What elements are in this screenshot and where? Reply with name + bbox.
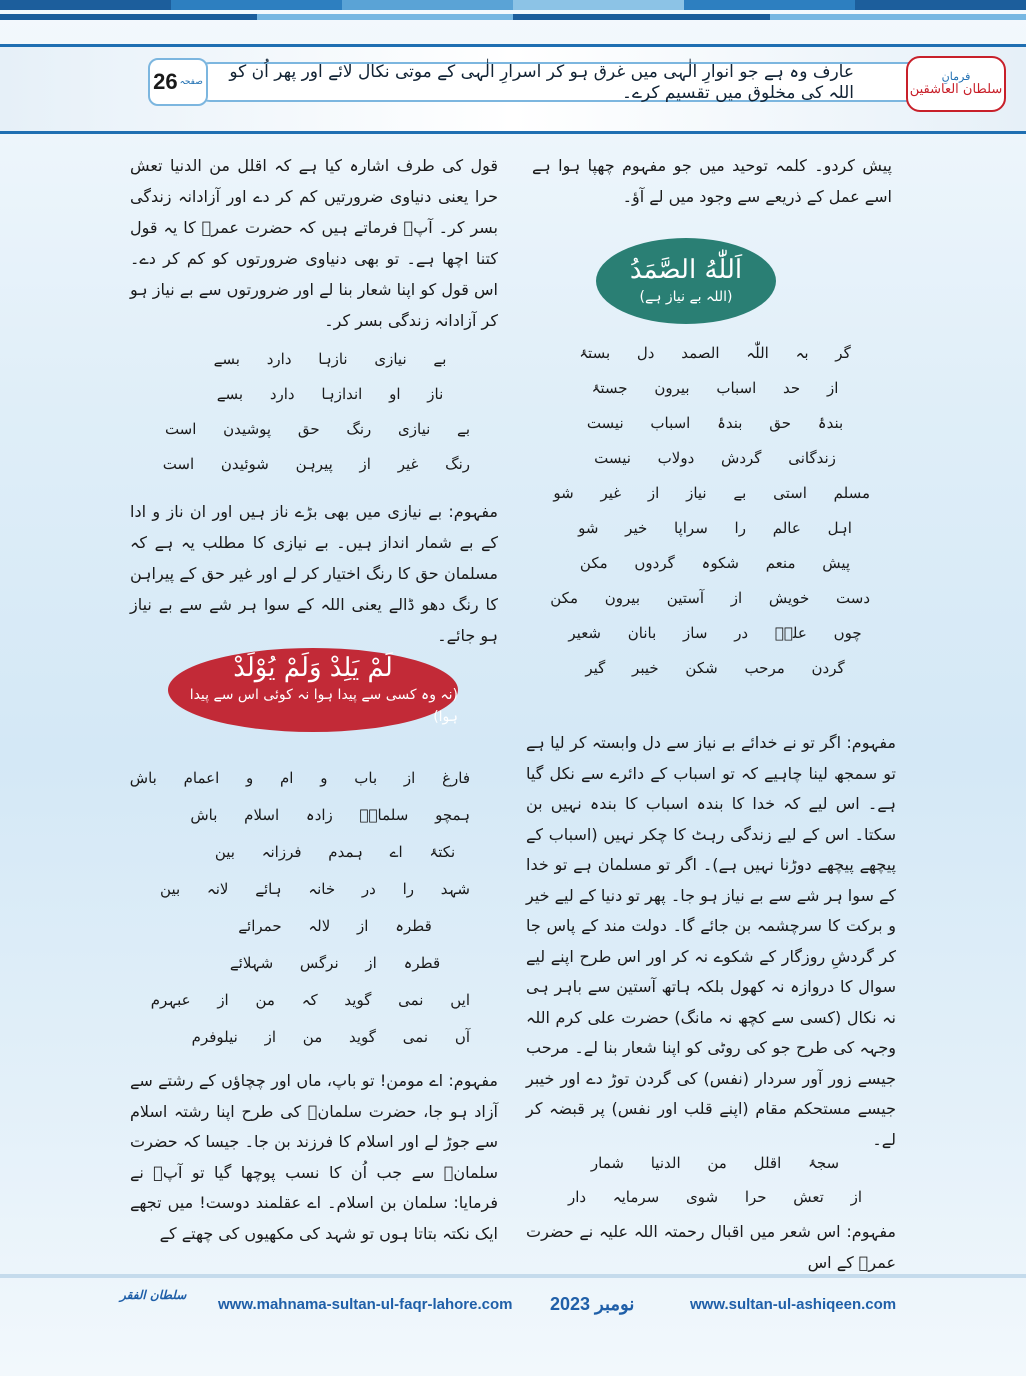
badge-translation: (اللہ بے نیاز ہے) [639, 289, 733, 305]
footer-date: نومبر 2023 [550, 1293, 635, 1314]
badge-lam-yalid [168, 648, 458, 732]
verse-line: دست خویش از آستین بیرون مکن [550, 589, 870, 607]
left-mafhoom-2 [130, 1066, 498, 1249]
verse-line: نکتۂ اے ہمدم فرزانہ بین [214, 843, 456, 861]
left-verses-2 [129, 760, 470, 1056]
page-number: 26 [153, 69, 178, 94]
verse-line: شہد را در خانہ ہائے لانہ بین [160, 880, 470, 898]
right-mafhoom-text: مفہوم: اگر تو نے خدائے بے نیاز سے دل وابستہ کر لیا ہے تو سمجھ لینا چاہیے کہ تو اسباب کے دائرے سے نکل گیا ہے۔ اس لیے کہ خدا کا بندہ اسباب کا بندہ نہیں بن سکتا۔ اس کے لیے زندگی رہٹ کا چکر نہیں (اسباب کے پیچھے پیچھے دوڑنا نہیں ہے)۔ اگر تو مسلمان ہے تو خدا کے سوا ہر شے سے بے نیاز ہو جا۔ پھر تو دنیا کے لیے خیر و برکت کا سرچشمہ بن جائے گا۔ دولت مند کے پاس جا کر گردشِ روزگار کے شکوے نہ کر اور اس طرح اپنے لیے سوال کا دروازہ نہ کھول بلکہ ہاتھ آستین سے باہر ہی نہ نکال (کسی سے کچھ نہ مانگ) حضرت علی کرم اللہ وجہہ کی طرح جو کی روٹی کو اپنا شعار بنا لے۔ مرحب جیسے زور آور سردار (نفس) کی گردن توڑ دے اور خیبر جیسے مستحکم مقام (اپنے قلب اور نفس) پر قبضہ کر لے۔ [526, 733, 896, 1149]
right-mafhoom [526, 728, 896, 1155]
left-mafhoom [130, 496, 498, 651]
right-closing [526, 1216, 896, 1278]
page-number-box [148, 58, 208, 106]
verse-line: قطرہ از نرگس شہلائے [229, 954, 441, 972]
verse-line: بے نیازی رنگ حق پوشیدن است [164, 420, 470, 438]
right-verses-2 [560, 1146, 870, 1214]
left-mafhoom-text: مفہوم: بے نیازی میں بھی بڑے ناز ہیں اور ان ناز و ادا کے بے شمار انداز ہیں۔ بے نیازی کا مطلب یہ ہے کہ مسلمان حق کا رنگ اختیار کر لے اور غیر حق کے پیراہن کا رنگ دھو ڈالے یعنی اللہ کے سوا ہر شے سے بے نیاز ہو جائے۔ [130, 502, 498, 645]
top-stripes [0, 0, 1026, 10]
badge-translation: (نہ وہ کسی سے پیدا ہوا نہ کوئی اس سے پیدا ہوا) [189, 687, 458, 725]
verse-line: ایں نمی گوید کہ من از عبہرم [150, 991, 470, 1009]
footer-logo: سلطان الفقر [120, 1288, 187, 1302]
left-column [130, 150, 498, 336]
verse-line: ناز او اندازہا دارد بسے [216, 385, 444, 403]
left-mafhoom2-text: مفہوم: اے مومن! تو باپ، ماں اور چچاؤں کے رشتے سے آزاد ہو جا، حضرت سلمانؓ کی طرح اپنا رشتہ اسلام سے جوڑ لے اور اسلام کا فرزند بن جا۔ جیسا کہ حضرت سلمانؓ سے جب اُن کا نسب پوچھا گیا تو آپؓ نے فرمایا: سلمان بن اسلام۔ اے عقلمند دوست! میں تجھے ایک نکتہ بتاتا ہوں تو شہد کی مکھیوں کی چھتے کے [130, 1071, 498, 1243]
verse-line: سجۂ اقلل من الدنیا شمار [590, 1154, 840, 1172]
right-closing-text: مفہوم: اس شعر میں اقبال رحمتہ اللہ علیہ نے حضرت عمرؓ کے اس [526, 1222, 896, 1272]
right-verses [550, 336, 870, 686]
verse-line: بندۂ حق بندۂ اسباب نیست [586, 414, 844, 432]
right-intro: پیش کردو۔ کلمہ توحید میں جو مفہوم چھپا ہوا ہے اسے عمل کے ذریعے سے وجود میں لے آؤ۔ [532, 156, 892, 206]
footer [0, 1284, 1026, 1324]
verse-line: فارغ از باب و ام و اعمام باش [129, 769, 470, 787]
verse-line: اہل عالم را سراپا خیر شو [578, 519, 852, 537]
badge-arabic: اَللّٰهُ الصَّمَدُ [629, 255, 743, 285]
left-intro: قول کی طرف اشارہ کیا ہے کہ اقلل من الدنیا تعش حرا یعنی دنیاوی ضرورتیں کم کر دے اور آزادانہ زندگی بسر کر۔ آپؓ فرماتے ہیں کہ حضرت عمرؓ کا یہ قول کتنا اچھا ہے۔ تو بھی دنیاوی ضرورتوں کو کم کر دے۔ اس قول کو اپنا شعار بنا لے اور ضرورتوں سے بے نیاز ہو کر آزادانہ زندگی بسر کر۔ [130, 156, 498, 330]
verse-line: بے نیازی نازہا دارد بسے [213, 350, 447, 368]
badge-arabic: لَمْ يَلِدْ وَلَمْ يُوْلَدْ [233, 653, 393, 683]
top-stripes-2 [0, 14, 1026, 20]
verse-line: زندگانی گردش دولاب نیست [594, 449, 836, 467]
right-column [532, 150, 892, 212]
footer-site-left[interactable]: www.mahnama-sultan-ul-faqr-lahore.com [218, 1295, 513, 1313]
brand-top-label: فرمانِ [941, 69, 971, 83]
verse-line: رنگ غیر از پیرہن شوئیدن است [162, 455, 470, 473]
verse-line: گردن مرحب شکن خیبر گیر [585, 659, 845, 677]
verse-line: گر بہ اللّٰہ الصمد دل بستۂ [579, 344, 851, 362]
verse-line: مسلم استی بے نیاز از غیر شو [553, 484, 870, 502]
verse-line: ہمچو سلمانؓ زادہ اسلام باش [190, 806, 470, 824]
verse-line: آں نمی گوید من از نیلوفرم [191, 1028, 470, 1046]
verse-line: از تعش حرا شوی سرمایہ دار [567, 1188, 863, 1206]
verse-line: پیش منعم شکوہ گردوں مکن [579, 554, 851, 572]
brand-badge [906, 56, 1006, 112]
header-quote: عارف وہ ہے جو انوارِ الٰہی میں غرق ہو کر اسرارِ الٰہی کے موتی نکال لائے اور پھر اُن کو اللہ کی مخلوق میں تقسیم کرے۔ [190, 62, 966, 102]
verse-line: قطرہ از لالہ حمرائے [238, 917, 432, 935]
page-label: صفحہ [179, 77, 203, 87]
left-verses [162, 342, 470, 482]
verse-line: چوں علیؓ در ساز بانان شعیر [568, 624, 862, 642]
footer-rule [0, 1274, 1026, 1278]
brand-main-label: سلطان العاشقین [909, 81, 1003, 97]
footer-site-right[interactable]: www.sultan-ul-ashiqeen.com [690, 1295, 897, 1313]
verse-line: از حد اسباب بیرون جستۂ [591, 379, 839, 397]
badge-allahus-samad [596, 238, 776, 324]
